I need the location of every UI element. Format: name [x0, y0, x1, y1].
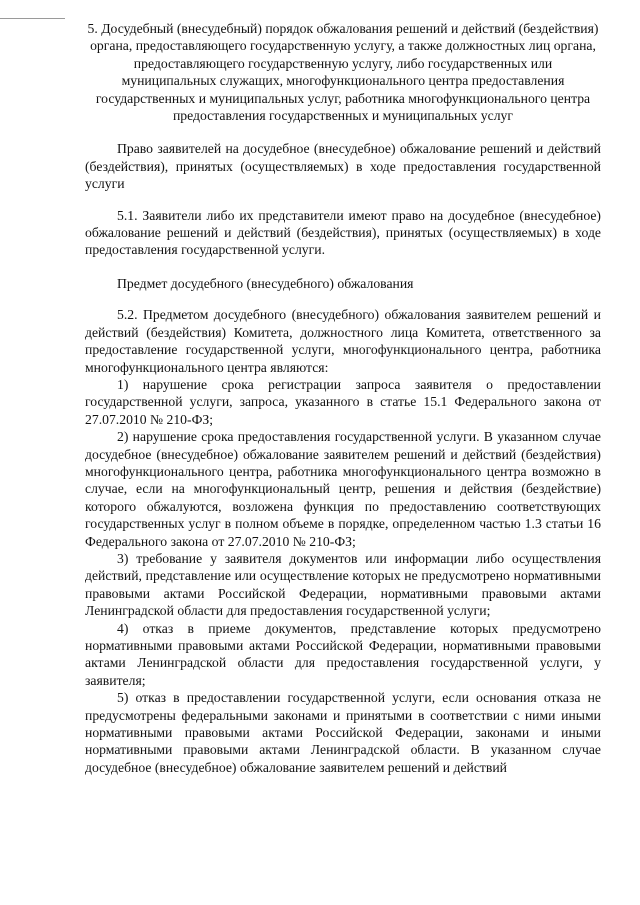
- list-item-1: 1) нарушение срока регистрации запроса заявителя о предоставлении государственной услуги, запроса, указанного в статье 15.1 Федерального закона от 27.07.2010 № 210-ФЗ;: [85, 376, 601, 427]
- section-title: 5. Досудебный (внесудебный) порядок обжалования решений и действий (бездействия) органа, предоставляющего государственную услугу, а также должностных лиц органа, предоставляющего государственную услугу, либо государственных или муниципальных служащих, многофункционального центра предоставления государственных и муниципальных услуг, работника многофункционального центра предоставления государственных и муниципальных услуг: [87, 21, 599, 124]
- list-item-5: 5) отказ в предоставлении государственной услуги, если основания отказа не предусмотрены федеральными законами и принятыми в соответствии с ними иными нормативными правовыми актами Российской Федерации, законами и иными нормативными правовыми актами Ленинградской области. В указанном случае досудебное (внесудебное) обжалование заявителем решений и действий: [85, 690, 601, 775]
- list-item-4: 4) отказ в приеме документов, представление которых предусмотрено нормативными правовыми актами Российской Федерации, нормативными правовыми актами Ленинградской области для предоставления государственной услуги, у заявителя;: [85, 620, 601, 688]
- list-item-3: 3) требование у заявителя документов или информации либо осуществления действий, представление или осуществление которых не предусмотрено нормативными правовыми актами Российской Федерации, нормативными правовыми актами Ленинградской области для предоставления государственной услуги;: [85, 550, 601, 619]
- subheading-subject: Предмет досудебного (внесудебного) обжалования: [117, 275, 414, 291]
- subheading-rights: Право заявителей на досудебное (внесудебное) обжалование решений и действий (бездействия), принятых (осуществляемых) в ходе предоставления государственной услуги: [85, 141, 601, 192]
- paragraph-5-2: 5.2. Предметом досудебного (внесудебного) обжалования заявителем решений и действий (бездействия) Комитета, должностного лица Комитета, ответственного за предоставление государственной услуги, многофункционального центра, работника многофункционального центра являются:: [85, 307, 601, 375]
- paragraph-5-1: 5.1. Заявители либо их представители имеют право на досудебное (внесудебное) обжалование решений и действий (бездействия), принятых (осуществляемых) в ходе предоставления государственной услуги.: [85, 207, 601, 258]
- list-item-2: 2) нарушение срока предоставления государственной услуги. В указанном случае досудебное (внесудебное) обжалование заявителем решений и действий (бездействия) многофункционального центра, работника многофункционального центра возможно в случае, если на многофункциональный центр, решения и действия (бездействие) которого обжалуются, возложена функция по предоставлению соответствующих государственных услуг в полном объеме в порядке, определенном частью 1.3 статьи 16 Федерального закона от 27.07.2010 № 210-ФЗ;: [85, 429, 601, 549]
- document-page: [85, 20, 601, 776]
- header-rule: [0, 18, 65, 19]
